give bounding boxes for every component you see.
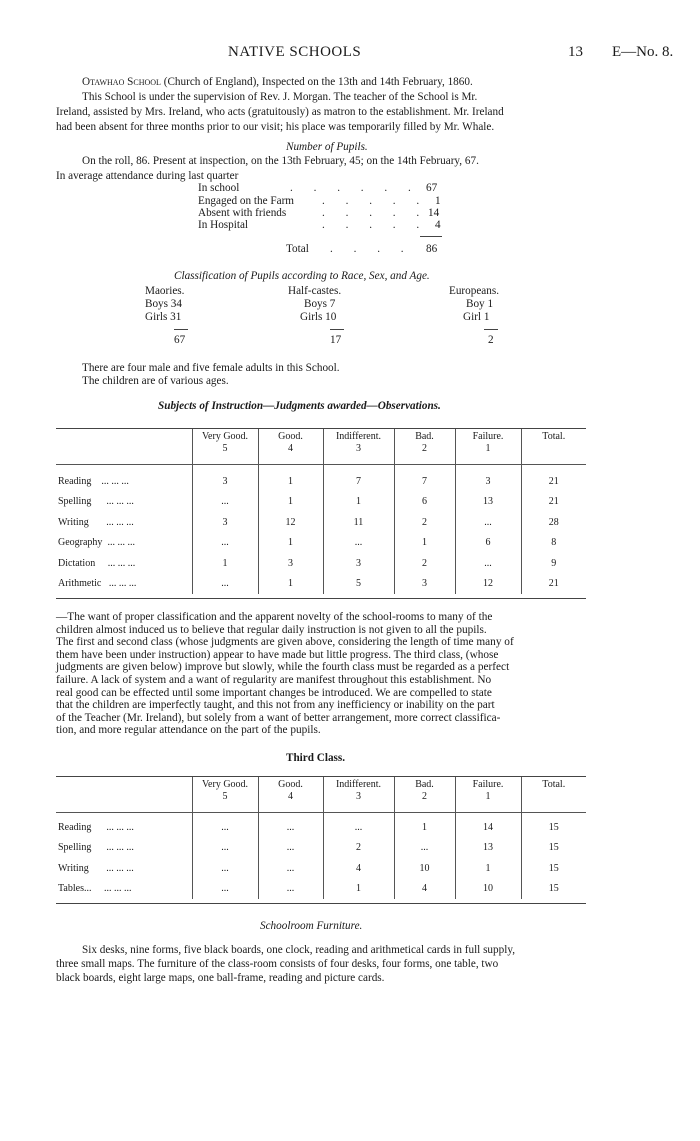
table-cell: 1 [258, 471, 323, 492]
pupils-row-label: Engaged on the Farm [198, 195, 295, 207]
column-header: Total. [521, 777, 586, 813]
pupils-row-value: 67 [426, 182, 438, 194]
table-cell: 1 [192, 553, 258, 574]
table-cell: 21 [521, 471, 586, 492]
pupils-total-label: Total [286, 243, 309, 255]
column-header: Good. 4 [258, 777, 323, 813]
table-cell: 3 [323, 553, 394, 574]
table-row [56, 512, 586, 533]
furniture-heading: Schoolroom Furniture. [260, 920, 363, 932]
table-cell: 21 [521, 492, 586, 513]
pupils-row-label: Absent with friends [198, 207, 287, 219]
intro-inspection-date: (Church of England), Inspected on the 13th and 14th February, 1860. [160, 76, 473, 88]
table-cell: 1 [394, 817, 455, 838]
third-class-heading: Third Class. [286, 752, 346, 764]
subject-name: Arithmetic ... ... ... [58, 578, 137, 590]
table-cell: 6 [394, 492, 455, 513]
table-cell: 10 [394, 858, 455, 879]
column-header: Good. 4 [258, 429, 323, 465]
table-cell: ... [455, 512, 521, 533]
adults-note: There are four male and five female adults in this School. [82, 362, 340, 374]
table-cell: 12 [455, 574, 521, 595]
table-cell: ... [192, 533, 258, 554]
ages-note: The children are of various ages. [82, 375, 229, 387]
table-row [56, 471, 586, 492]
observation-line: The first and second class (whose judgments are given above, considering the length of time many of [56, 636, 514, 649]
pupils-average-line: In average attendance during last quarter [56, 170, 239, 182]
observation-line: tion, and more regular attendance on the part of the pupils. [56, 724, 321, 737]
column-header: Bad. 2 [394, 429, 455, 465]
pupils-row-value: 14 [428, 207, 440, 219]
maories-total: 67 [174, 334, 186, 346]
table-cell: 1 [323, 492, 394, 513]
table-cell: 12 [258, 512, 323, 533]
table-cell: 7 [394, 471, 455, 492]
pupils-total-value: 86 [426, 243, 438, 255]
subject-name: Reading ... ... ... [58, 475, 129, 487]
table-bottom-rule [56, 598, 586, 599]
table-cell: ... [192, 574, 258, 595]
table-row [56, 858, 586, 879]
furniture-line: Six desks, nine forms, five black boards, one clock, reading and arithmetical cards in full supply, [82, 944, 515, 956]
table-cell: 1 [323, 879, 394, 900]
table-cell: ... [455, 553, 521, 574]
pupils-heading: Number of Pupils. [286, 141, 368, 153]
table-cell: 2 [323, 838, 394, 859]
intro-line-3: Ireland, assisted by Mrs. Ireland, who acts (gratuitously) as matron to the establishment. Mr. Ireland [56, 106, 504, 118]
furniture-line: black boards, eight large maps, one ball-frame, reading and picture cards. [56, 972, 385, 984]
table-header-row [56, 777, 586, 813]
column-header: Indifferent. 3 [323, 777, 394, 813]
subject-name: Spelling ... ... ... [58, 496, 134, 508]
subject-name: Spelling ... ... ... [58, 842, 134, 854]
table-cell: 4 [394, 879, 455, 900]
table-cell: ... [394, 838, 455, 859]
observations-paragraph [56, 611, 584, 737]
observation-line: that the children are imperfectly taught, and this not from any inefficiency or inability on the part [56, 699, 495, 712]
europeans-boys: Boy 1 [466, 298, 494, 310]
table-cell: 3 [192, 512, 258, 533]
table-cell: ... [258, 817, 323, 838]
table-cell: ... [258, 879, 323, 900]
leader-dots: . . . . . [322, 219, 429, 231]
europeans-title: Europeans. [449, 285, 500, 297]
pupils-row-value: 4 [435, 219, 441, 231]
subject-column-header [56, 777, 192, 813]
document-reference: E—No. 8. [612, 44, 674, 60]
halfcastes-title: Half-castes. [288, 285, 342, 297]
table-cell: 15 [521, 858, 586, 879]
table-cell: ... [323, 533, 394, 554]
table-cell: 3 [258, 553, 323, 574]
observation-line: —The want of proper classification and the apparent novelty of the school-rooms to many of the [56, 611, 493, 623]
table-cell: ... [192, 858, 258, 879]
table-cell: 9 [521, 553, 586, 574]
table-row [56, 492, 586, 513]
table-cell: 13 [455, 492, 521, 513]
table-cell: ... [192, 817, 258, 838]
table-cell: 1 [258, 492, 323, 513]
table-cell: ... [258, 838, 323, 859]
table-cell: 3 [192, 471, 258, 492]
column-header: Failure. 1 [455, 429, 521, 465]
pupils-row-label: In school [198, 182, 240, 194]
column-header: Total. [521, 429, 586, 465]
school-name: Otawhao School [82, 76, 161, 88]
page-header-title: NATIVE SCHOOLS [228, 44, 362, 60]
maories-girls: Girls 31 [145, 311, 182, 323]
table-cell: 1 [258, 533, 323, 554]
table-cell: 1 [394, 533, 455, 554]
observation-line: failure. A lack of system and a want of regularity are manifest throughout this establishment. No [56, 673, 492, 686]
subject-name: Tables... ... ... ... [58, 883, 132, 895]
europeans-girls: Girl 1 [463, 311, 490, 323]
maories-boys: Boys 34 [145, 298, 182, 310]
leader-dots: . . . . . . [290, 182, 420, 194]
table-row [56, 817, 586, 838]
table-cell: 14 [455, 817, 521, 838]
observation-line: of the Teacher (Mr. Ireland), but solely from a want of better arrangement, more correct classifica- [56, 711, 501, 724]
table-cell: 5 [323, 574, 394, 595]
table-header-row [56, 429, 586, 465]
table-cell: 15 [521, 879, 586, 900]
subjects-table [56, 429, 586, 594]
table-cell: 8 [521, 533, 586, 554]
table-cell: 2 [394, 553, 455, 574]
table-cell: 4 [323, 858, 394, 879]
table-row [56, 574, 586, 595]
table-cell: ... [192, 838, 258, 859]
classification-heading: Classification of Pupils according to Race, Sex, and Age. [174, 270, 430, 282]
column-header: Failure. 1 [455, 777, 521, 813]
table-cell: ... [323, 817, 394, 838]
table-row [56, 838, 586, 859]
leader-dots: . . . . [330, 243, 413, 255]
maories-title: Maories. [145, 285, 185, 297]
pupils-row-label: In Hospital [198, 219, 249, 231]
table-cell: 7 [323, 471, 394, 492]
subject-name: Writing ... ... ... [58, 862, 134, 874]
table-cell: 13 [455, 838, 521, 859]
halfcastes-boys: Boys 7 [304, 298, 336, 310]
table-row [56, 879, 586, 900]
column-header: Very Good. 5 [192, 777, 258, 813]
table-cell: 1 [455, 858, 521, 879]
subject-name: Writing ... ... ... [58, 516, 134, 528]
table-cell: 15 [521, 817, 586, 838]
subject-name: Reading ... ... ... [58, 821, 134, 833]
table-cell: 3 [455, 471, 521, 492]
furniture-line: three small maps. The furniture of the class-room consists of four desks, four forms, one table, two [56, 958, 499, 970]
column-header: Bad. 2 [394, 777, 455, 813]
table-cell: 1 [258, 574, 323, 595]
table-cell: ... [258, 858, 323, 879]
subject-name: Dictation ... ... ... [58, 557, 136, 569]
sum-rule [484, 329, 498, 330]
observation-line: children almost induced us to believe that regular daily instruction is not given to all the pupils. [56, 623, 487, 636]
table-cell: 6 [455, 533, 521, 554]
table-cell: 11 [323, 512, 394, 533]
pupils-roll-line: On the roll, 86. Present at inspection, on the 13th February, 45; on the 14th February, 67. [82, 155, 479, 167]
observation-line: them have been under instruction) appear to have made but little progress. The third class, (whose [56, 648, 499, 661]
subject-column-header [56, 429, 192, 465]
column-header: Indifferent. 3 [323, 429, 394, 465]
halfcastes-girls: Girls 10 [300, 311, 337, 323]
table-cell: 21 [521, 574, 586, 595]
table-cell: 15 [521, 838, 586, 859]
table-cell: 10 [455, 879, 521, 900]
observation-line: judgments are given below) improve but slowly, while the fourth class must be regarded as a perfect [56, 661, 510, 674]
table-row [56, 553, 586, 574]
sum-rule [420, 236, 442, 237]
intro-line-1 [82, 76, 473, 88]
page-number: 13 [568, 44, 583, 60]
subject-name: Geography ... ... ... [58, 537, 135, 549]
table-row [56, 533, 586, 554]
leader-dots: . . . . . [322, 195, 429, 207]
europeans-total: 2 [488, 334, 494, 346]
sum-rule [174, 329, 188, 330]
third-class-table [56, 777, 586, 899]
intro-line-4: had been absent for three months prior to our visit; his place was temporarily filled by Mr. Whale. [56, 121, 495, 133]
table-cell: 2 [394, 512, 455, 533]
intro-line-2: This School is under the supervision of Rev. J. Morgan. The teacher of the School is Mr. [82, 91, 478, 103]
sum-rule [330, 329, 344, 330]
table-cell: ... [192, 879, 258, 900]
subjects-heading: Subjects of Instruction—Judgments awarded—Observations. [158, 400, 441, 412]
table-cell: 3 [394, 574, 455, 595]
column-header: Very Good. 5 [192, 429, 258, 465]
pupils-row-value: 1 [435, 195, 441, 207]
leader-dots: . . . . . [322, 207, 429, 219]
halfcastes-total: 17 [330, 334, 342, 346]
table-bottom-rule [56, 903, 586, 904]
observation-line: real good can be effected until some important changes be introduced. We are compelled to state [56, 686, 492, 699]
table-cell: ... [192, 492, 258, 513]
table-cell: 28 [521, 512, 586, 533]
